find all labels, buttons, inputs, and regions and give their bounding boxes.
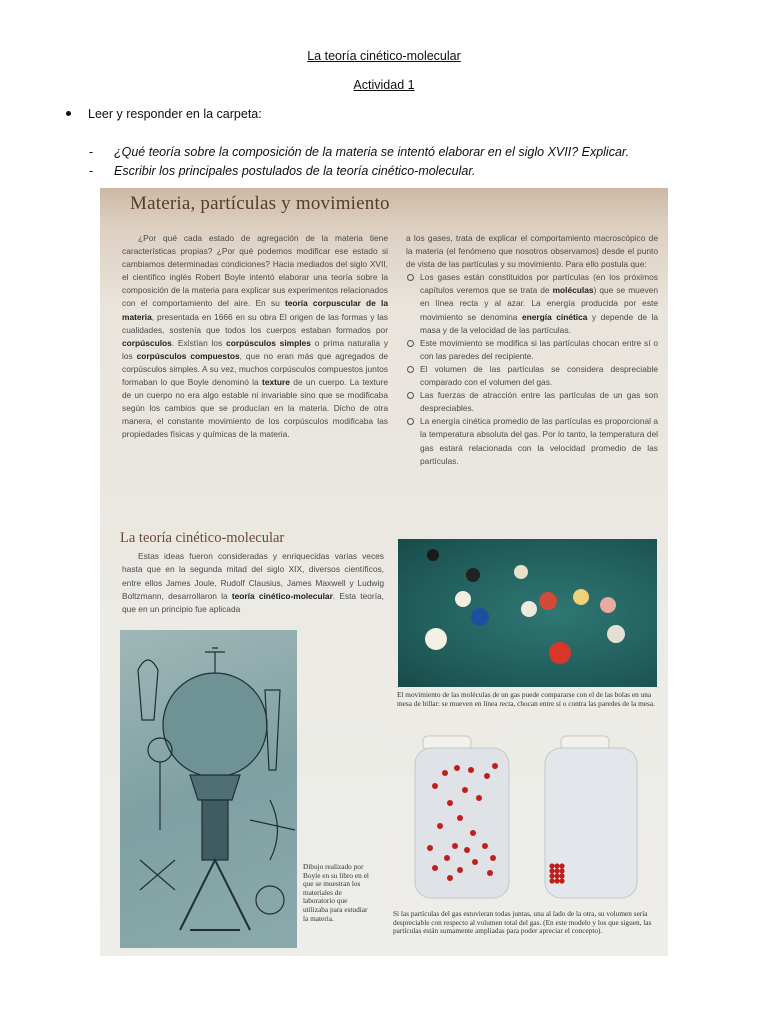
section-text: Estas ideas fueron consideradas y enriquecidas varias veces hasta que en la segunda mitad del siglo XIX, diversos científicos, entre ellos James Joule, Rudolf Clausius, James Maxwell y Ludwig Boltzmann, desarrollaron la teoría cinético-molecular. Esta teoría, que en un principio fue aplicada [122,551,385,615]
gas-particle-jars-image [405,728,645,906]
postulate-4: Las fuerzas de atracción entre las partículas de un gas son despreciables. [406,389,658,415]
postulate-2: Este movimiento se modifica si las partículas chocan entre sí o con las paredes del recipiente. [406,337,658,363]
billiard-caption: El movimiento de las moléculas de un gas puede compararse con el de las bolas en una mesa de billar: se mueven en línea recta, chocan entre sí o contra las paredes de la mesa. [397,690,655,708]
instruction-text: Leer y responder en la carpeta: [88,107,262,121]
right-column-intro: a los gases, trata de explicar el comportamiento macroscópico de la materia (el fenómeno que nosotros observamos) desde el punto de vista de las partículas y su movimiento. Para ello postula que: [406,233,658,270]
postulate-3: El volumen de las partículas se considera despreciable comparado con el volumen del gas. [406,363,658,389]
question-1: - ¿Qué teoría sobre la composición de la materia se intentó elaborar en el siglo XVII? Explicar. [89,145,630,159]
postulate-1: Los gases están constituidos por partículas (en los próximos capítulos veremos que se trata de moléculas) que se mueven en línea recta y al azar. La energía producida por este movimiento se denomina energía cinética y depende de la masa y de la velocidad de las partículas. [406,271,658,336]
left-column-text: ¿Por qué cada estado de agregación de la materia tiene características propias? ¿Por qué podemos modificar ese estado si cambiamos determinadas condiciones? Hacia mediados del siglo XVII, el científico inglés Robert Boyle intentó elaborar una teoría sobre la composición de la materia para explicar sus experimentos relacionados con el comportamiento del aire. En su teoría corpuscular de la materia, presentada en 1666 en su obra El origen de las formas y las cualidades, sostenía que todos los cuerpos estaban formados por corpúsculos. Existían los corpúsculos simples o prima naturalia y los corpúsculos compuestos, que no eran más que agregados de corpúsculos simples. A su vez, muchos corpúsculos compuestos juntos formaban lo que Boyle denominó la texture de un cuerpo. La texture de un cuerpo no era algo estable ni invariable sino que se modificaba según los cambios que se producían en la materia. Dicho de otra manera, el constante movimiento de los corpúsculos modificaba las propiedades físicas y químicas de la materia. [122,233,389,440]
section-title: La teoría cinético-molecular [120,530,285,546]
postulate-5: La energía cinética promedio de las partículas es proporcional a la temperatura absoluta del gas. Por lo tanto, la temperatura del gas estará relacionada con la velocidad promedio de las partículas. [406,415,658,467]
jar-dispersed-particles [415,736,509,898]
question-2-text: Escribir los principales postulados de la teoría cinético-molecular. [114,164,476,178]
instruction-bullet [66,107,262,121]
document-title: La teoría cinético-molecular [307,49,461,63]
boyle-engraving-image [120,630,297,948]
right-column-text [406,232,658,468]
question-1-text: ¿Qué teoría sobre la composición de la materia se intentó elaborar en el siglo XVII? Explicar. [114,145,630,159]
page-title: Materia, partículas y movimiento [130,193,390,214]
bullet-dot-icon [66,111,71,116]
jar-compacted-particles [545,736,637,898]
boyle-caption: Dibujo realizado por Boyle en su libro en el que se muestran los materiales de laboratorio que utilizaba para estudiar la materia. [303,862,369,923]
question-2: - Escribir los principales postulados de la teoría cinético-molecular. [89,164,476,178]
textbook-page-photo [100,188,668,956]
activity-label: Actividad 1 [353,78,415,92]
billiard-table-image [398,539,657,687]
jars-caption: Si las partículas del gas estuvieran todas juntas, una al lado de la otra, su volumen sería despreciable con respecto al volumen total del gas. (En este modelo y los que siguen, las partículas están sumamente ampliadas para poder apreciar el concepto). [393,909,652,936]
